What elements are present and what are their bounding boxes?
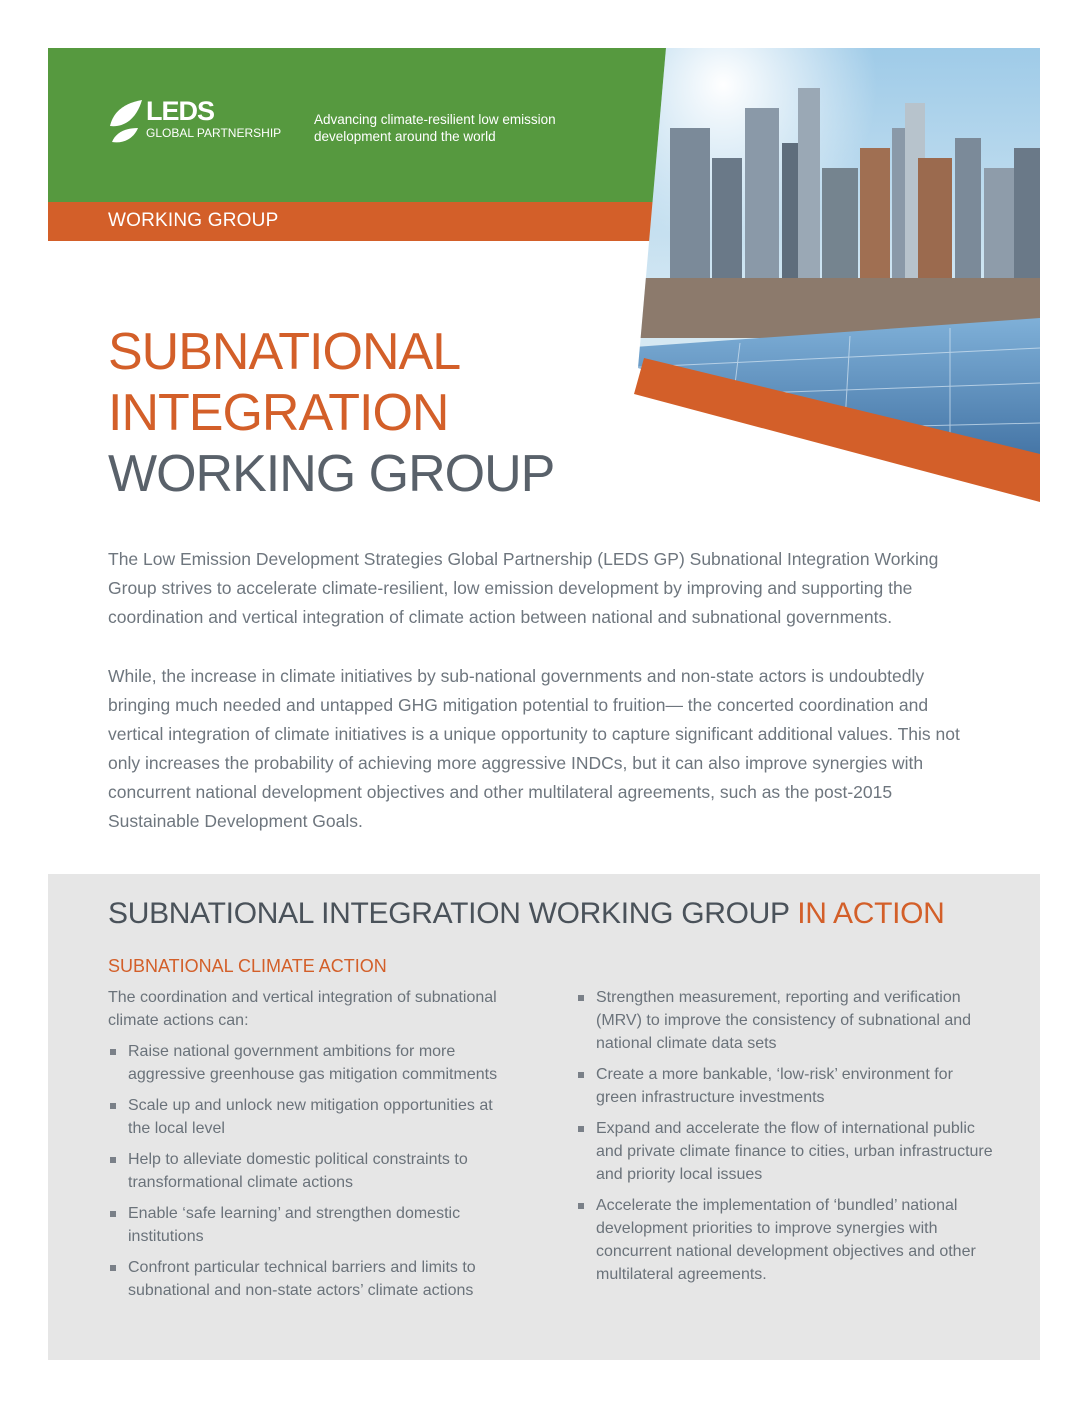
list-item bbox=[108, 1040, 518, 1086]
bullet-icon bbox=[578, 1203, 584, 1209]
list-item bbox=[108, 1256, 518, 1302]
list-item-text: Create a more bankable, ‘low-risk’ environment for green infrastructure investments bbox=[596, 1066, 953, 1106]
bullet-icon bbox=[578, 1126, 584, 1132]
list-item bbox=[108, 1094, 518, 1140]
logo-subtitle: GLOBAL PARTNERSHIP bbox=[146, 126, 282, 140]
in-action-title bbox=[108, 894, 945, 934]
bullet-icon bbox=[578, 1072, 584, 1078]
context-paragraph: While, the increase in climate initiatives by sub-national governments and non-state actors is undoubtedly bringing much needed and untapped GHG mitigation potential to fruition— the concerted coordination and vertical integration of climate initiatives is a unique opportunity to capture significant additional values. This not only increases the probability of achieving more aggressive INDCs, but it can also improve synergies with concurrent national development objectives and other multilateral agreements, such as the post-2015 Sustainable Development Goals. bbox=[108, 666, 960, 831]
intro-paragraph: The Low Emission Development Strategies Global Partnership (LEDS GP) Subnational Integration Working Group strives to accelerate climate-resilient, low emission development by improving and supporting the coordination and vertical integration of climate action between national and subnational governments. bbox=[108, 549, 939, 627]
list-item bbox=[576, 1194, 996, 1286]
title-line-1: SUBNATIONAL bbox=[108, 323, 461, 381]
list-item bbox=[576, 1063, 996, 1109]
leaf-icon bbox=[108, 98, 144, 144]
list-item-text: Strengthen measurement, reporting and verification (MRV) to improve the consistency of subnational and national climate data sets bbox=[596, 989, 972, 1052]
bullet-icon bbox=[110, 1049, 116, 1055]
left-bullet-list bbox=[108, 1040, 518, 1310]
title-line-2: INTEGRATION bbox=[108, 384, 449, 442]
list-item-text: Accelerate the implementation of ‘bundled’ national development priorities to improve synergies with concurrent national development objectives and other multilateral agreements. bbox=[596, 1197, 976, 1283]
list-item-text: Confront particular technical barriers and limits to subnational and non-state actors’ climate actions bbox=[128, 1259, 476, 1299]
in-action-title-main: SUBNATIONAL INTEGRATION WORKING GROUP bbox=[108, 897, 798, 930]
page-title bbox=[108, 322, 554, 505]
list-item-text: Expand and accelerate the flow of international public and private climate finance to cities, urban infrastructure and priority local issues bbox=[596, 1120, 993, 1183]
list-item-text: Enable ‘safe learning’ and strengthen domestic institutions bbox=[128, 1205, 461, 1245]
section-label: WORKING GROUP bbox=[108, 210, 279, 231]
list-item bbox=[576, 986, 996, 1055]
bullet-icon bbox=[578, 995, 584, 1001]
tagline: Advancing climate-resilient low emission development around the world bbox=[314, 112, 556, 144]
hero-image bbox=[600, 48, 1040, 508]
title-line-3: WORKING GROUP bbox=[108, 445, 555, 503]
right-bullet-list bbox=[576, 986, 996, 1294]
list-item bbox=[576, 1117, 996, 1186]
logo-wordmark: LEDS bbox=[146, 96, 215, 126]
leds-logo bbox=[108, 98, 298, 150]
bullet-icon bbox=[110, 1157, 116, 1163]
list-item bbox=[108, 1148, 518, 1194]
list-item bbox=[108, 1202, 518, 1248]
bullet-icon bbox=[110, 1211, 116, 1217]
list-item-text: Scale up and unlock new mitigation opportunities at the local level bbox=[128, 1097, 493, 1137]
list-item-text: Help to alleviate domestic political constraints to transformational climate actions bbox=[128, 1151, 468, 1191]
action-intro: The coordination and vertical integration of subnational climate actions can: bbox=[108, 989, 497, 1029]
bullet-icon bbox=[110, 1265, 116, 1271]
climate-action-heading: SUBNATIONAL CLIMATE ACTION bbox=[108, 956, 387, 976]
in-action-title-accent: IN ACTION bbox=[797, 897, 945, 930]
bullet-icon bbox=[110, 1103, 116, 1109]
list-item-text: Raise national government ambitions for more aggressive greenhouse gas mitigation commitments bbox=[128, 1043, 498, 1083]
